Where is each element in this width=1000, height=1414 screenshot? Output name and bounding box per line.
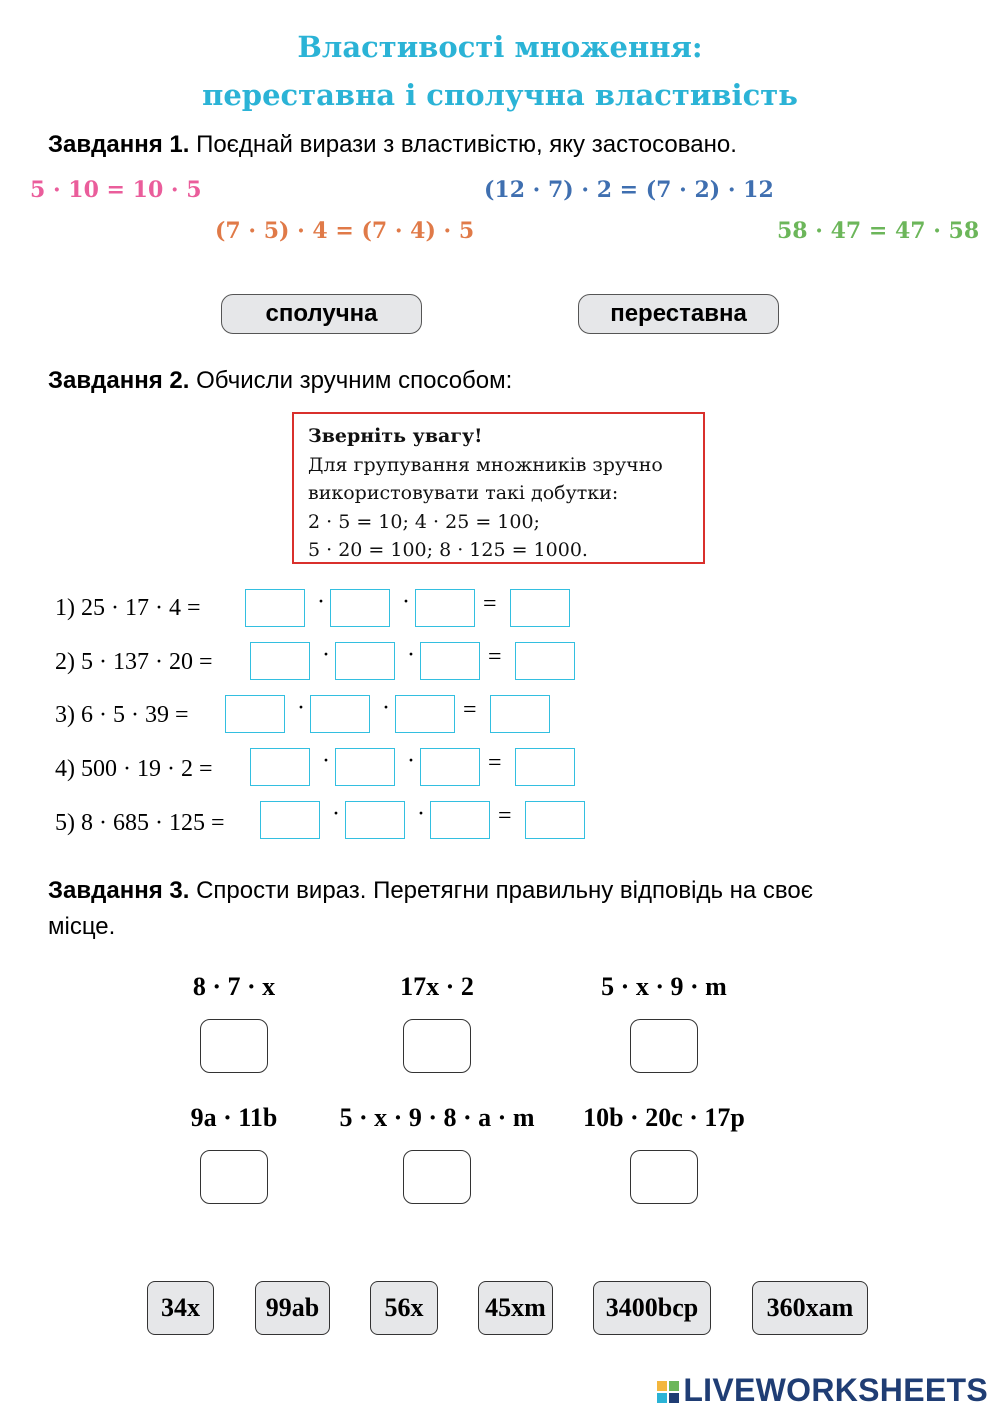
- task3-drop-zone-1[interactable]: [200, 1019, 268, 1073]
- commutative-option-button[interactable]: переставна: [578, 294, 779, 334]
- task2-row-1-input-3[interactable]: [415, 589, 475, 627]
- task2-row-2-label: 2) 5 · 137 · 20 =: [55, 649, 213, 675]
- task2-label: Завдання 2.: [48, 367, 190, 394]
- task2-row-2-dot-1: ·: [322, 642, 330, 668]
- liveworksheets-logo-text: LIVEWORKSHEETS: [683, 1372, 988, 1408]
- task2-row-1-equals: =: [483, 591, 497, 617]
- task2-row-5-input-3[interactable]: [430, 801, 490, 839]
- answer-chip-360xam[interactable]: 360xam: [752, 1281, 868, 1335]
- task2-row-1-input-1[interactable]: [245, 589, 305, 627]
- task2-row-3-label: 3) 6 · 5 · 39 =: [55, 702, 189, 728]
- task2-row-2-result[interactable]: [515, 642, 575, 680]
- note-line-4: 5 · 20 = 100; 8 · 125 = 1000.: [308, 539, 588, 561]
- task3-expression-6: 10b · 20c · 17p: [583, 1103, 745, 1132]
- task2-row-5-label: 5) 8 · 685 · 125 =: [55, 810, 225, 836]
- task2-row-1-dot-2: ·: [402, 589, 410, 615]
- task1-expression-4[interactable]: 58 · 47 = 47 · 58: [777, 218, 980, 244]
- liveworksheets-logo[interactable]: [657, 1372, 988, 1409]
- task3-drop-zone-4[interactable]: [200, 1150, 268, 1204]
- task3-expression-2: 17x · 2: [400, 972, 474, 1001]
- task2-row-1-input-2[interactable]: [330, 589, 390, 627]
- task3-expression-1: 8 · 7 · x: [192, 972, 276, 1001]
- page-title-line1: Властивості множення:: [297, 30, 703, 64]
- task2-row-3-dot-1: ·: [297, 695, 305, 721]
- note-line-2: використовувати такі добутки:: [308, 482, 619, 504]
- task2-row-4-input-1[interactable]: [250, 748, 310, 786]
- task1-heading: [48, 131, 737, 159]
- task2-row-2-input-1[interactable]: [250, 642, 310, 680]
- note-line-1: Для групування множників зручно: [308, 453, 663, 476]
- task2-row-3-dot-2: ·: [382, 695, 390, 721]
- task3-drop-zone-2[interactable]: [403, 1019, 471, 1073]
- task3-expression-5: 5 · x · 9 · 8 · a · m: [339, 1103, 535, 1132]
- answer-chip-99ab[interactable]: 99ab: [255, 1281, 330, 1335]
- task2-row-5-input-2[interactable]: [345, 801, 405, 839]
- task1-expression-2[interactable]: (12 · 7) · 2 = (7 · 2) · 12: [484, 177, 774, 203]
- task3-text: Спрости вираз. Перетягни правильну відповідь на своє: [189, 877, 813, 904]
- task2-row-5-result[interactable]: [525, 801, 585, 839]
- task3-drop-zone-6[interactable]: [630, 1150, 698, 1204]
- task2-row-2-dot-2: ·: [407, 642, 415, 668]
- task2-row-4-result[interactable]: [515, 748, 575, 786]
- task2-row-1-result[interactable]: [510, 589, 570, 627]
- task2-row-2-input-2[interactable]: [335, 642, 395, 680]
- answer-chip-3400bcp[interactable]: 3400bcp: [593, 1281, 711, 1335]
- task1-expression-1[interactable]: 5 · 10 = 10 · 5: [30, 177, 202, 203]
- note-title: Зверніть увагу!: [308, 425, 483, 447]
- task2-row-1-dot-1: ·: [317, 589, 325, 615]
- page-title-line2: переставна і сполучна властивість: [202, 78, 798, 112]
- task2-row-4-input-2[interactable]: [335, 748, 395, 786]
- task2-row-4-input-3[interactable]: [420, 748, 480, 786]
- liveworksheets-logo-icon: [657, 1381, 679, 1403]
- task2-row-3-equals: =: [463, 697, 477, 723]
- task3-label: Завдання 3.: [48, 877, 190, 904]
- task3-expression-4: 9a · 11b: [190, 1103, 278, 1132]
- attention-note: [292, 412, 705, 564]
- answer-chip-45xm[interactable]: 45xm: [478, 1281, 553, 1335]
- task2-heading: [48, 367, 512, 395]
- note-line-3: 2 · 5 = 10; 4 · 25 = 100;: [308, 510, 540, 533]
- task2-text: Обчисли зручним способом:: [189, 367, 513, 394]
- task2-row-4-dot-1: ·: [322, 748, 330, 774]
- task2-row-4-dot-2: ·: [407, 748, 415, 774]
- task1-expression-3[interactable]: (7 · 5) · 4 = (7 · 4) · 5: [215, 218, 475, 244]
- associative-option-button[interactable]: сполучна: [221, 294, 422, 334]
- task2-row-3-input-2[interactable]: [310, 695, 370, 733]
- task3-drop-zone-5[interactable]: [403, 1150, 471, 1204]
- task2-row-4-equals: =: [488, 750, 502, 776]
- answer-chip-56x[interactable]: 56x: [370, 1281, 438, 1335]
- task2-row-5-input-1[interactable]: [260, 801, 320, 839]
- task2-row-1-label: 1) 25 · 17 · 4 =: [55, 595, 201, 621]
- task3-drop-zone-3[interactable]: [630, 1019, 698, 1073]
- task2-row-5-dot-1: ·: [332, 801, 340, 827]
- task2-row-3-input-3[interactable]: [395, 695, 455, 733]
- task2-row-2-input-3[interactable]: [420, 642, 480, 680]
- answer-chip-34x[interactable]: 34x: [147, 1281, 214, 1335]
- task2-row-3-result[interactable]: [490, 695, 550, 733]
- task3-heading-continued: місце.: [48, 913, 116, 940]
- task1-text: Поєднай вирази з властивістю, яку застосовано.: [189, 131, 737, 158]
- task3-expression-3: 5 · x · 9 · m: [601, 972, 727, 1001]
- task2-row-4-label: 4) 500 · 19 · 2 =: [55, 756, 213, 782]
- task3-heading: [48, 877, 813, 905]
- task2-row-5-equals: =: [498, 803, 512, 829]
- task1-label: Завдання 1.: [48, 131, 190, 158]
- task2-row-3-input-1[interactable]: [225, 695, 285, 733]
- task2-row-2-equals: =: [488, 644, 502, 670]
- task2-row-5-dot-2: ·: [417, 801, 425, 827]
